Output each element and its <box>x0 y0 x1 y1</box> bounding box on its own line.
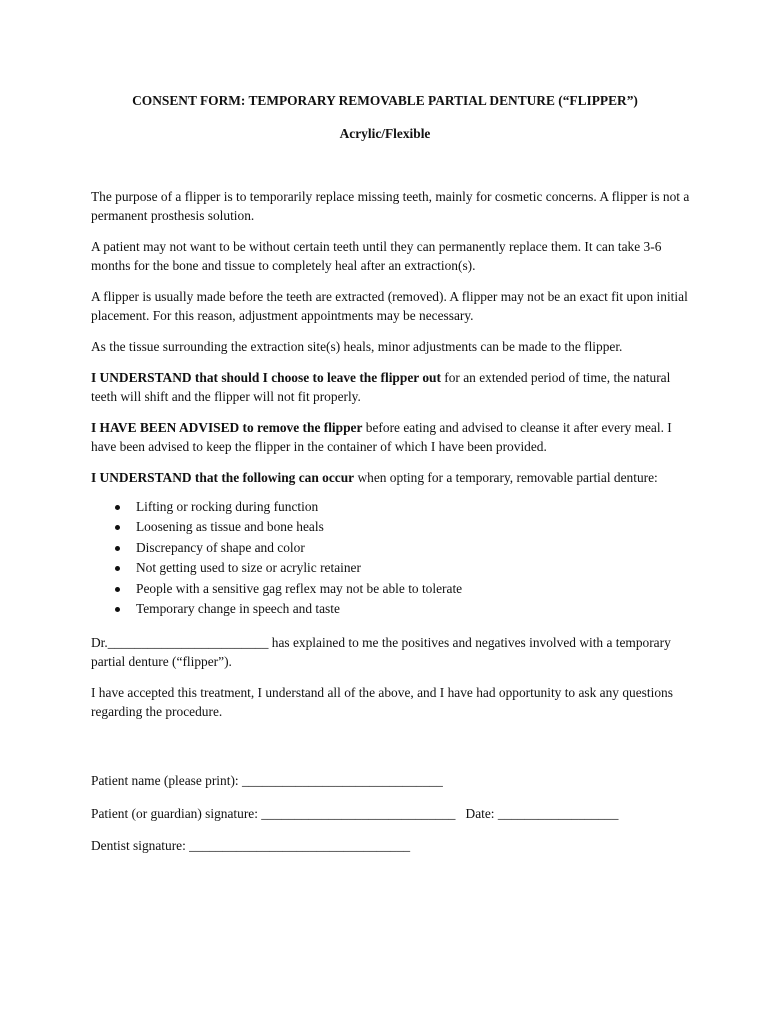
list-item: Not getting used to size or acrylic retainer <box>91 558 691 578</box>
paragraph-advised <box>91 418 691 456</box>
advised-remove-bold: I HAVE BEEN ADVISED to remove the flipper <box>91 420 363 435</box>
paragraph-fit: A flipper is usually made before the teeth are extracted (removed). A flipper may not be an exact fit upon initial placement. For this reason, adjustment appointments may be necessary. <box>91 289 688 323</box>
list-item: Lifting or rocking during function <box>91 497 691 517</box>
bullet-icon <box>115 566 120 571</box>
paragraph-can-occur <box>91 468 691 487</box>
list-item: Discrepancy of shape and color <box>91 538 691 558</box>
side-effects-list <box>91 497 691 619</box>
bullet-icon <box>115 505 120 510</box>
can-occur-text: when opting for a temporary, removable partial denture: <box>354 470 658 485</box>
paragraph-healing-time: A patient may not want to be without certain teeth until they can permanently replace them. It can take 3-6 months for the bone and tissue to completely heal after an extraction(s). <box>91 239 662 273</box>
dentist-signature-field[interactable]: Dentist signature: _________________________________ <box>91 838 411 853</box>
bullet-icon <box>115 607 120 612</box>
bullet-icon <box>115 587 120 592</box>
leave-out-text: for an extended period of time, the natural teeth will shift and the flipper will not fit properly. <box>91 370 671 404</box>
patient-signature-line <box>91 806 711 822</box>
form-body <box>91 187 691 733</box>
list-item: Temporary change in speech and taste <box>91 599 691 619</box>
date-field[interactable]: Date: __________________ <box>465 806 619 821</box>
paragraph-dentist-explained: Dr.________________________ has explained to me the positives and negatives involved with a temporary partial denture (“flipper”). <box>91 635 671 670</box>
paragraph-accepted: I have accepted this treatment, I understand all of the above, and I have had opportunity to ask any questions regarding the procedure. <box>91 685 673 720</box>
paragraph-adjustments: As the tissue surrounding the extraction site(s) heals, minor adjustments can be made to the flipper. <box>91 339 623 354</box>
bullet-icon <box>115 546 120 551</box>
list-item: Loosening as tissue and bone heals <box>91 517 691 537</box>
patient-name-field[interactable]: Patient name (please print): ______________________________ <box>91 773 443 788</box>
form-subtitle: Acrylic/Flexible <box>339 126 431 141</box>
advised-text: before eating and advised to cleanse it after every meal. I have been advised to keep the flipper in the container of which I have been provided. <box>91 420 672 454</box>
paragraph-purpose: The purpose of a flipper is to temporarily replace missing teeth, mainly for cosmetic concerns. A flipper is not a permanent prosthesis solution. <box>91 189 690 223</box>
understand-leave-out-bold: I UNDERSTAND that should I choose to leave the flipper out <box>91 370 441 385</box>
paragraph-leave-out <box>91 368 691 406</box>
bullet-icon <box>115 525 120 530</box>
patient-signature-field[interactable]: Patient (or guardian) signature: _____________________________ <box>91 806 456 821</box>
understand-can-occur-bold: I UNDERSTAND that the following can occur <box>91 470 355 485</box>
form-title: CONSENT FORM: TEMPORARY REMOVABLE PARTIAL DENTURE (“FLIPPER”) <box>132 93 638 108</box>
list-item: People with a sensitive gag reflex may not be able to tolerate <box>91 579 691 599</box>
